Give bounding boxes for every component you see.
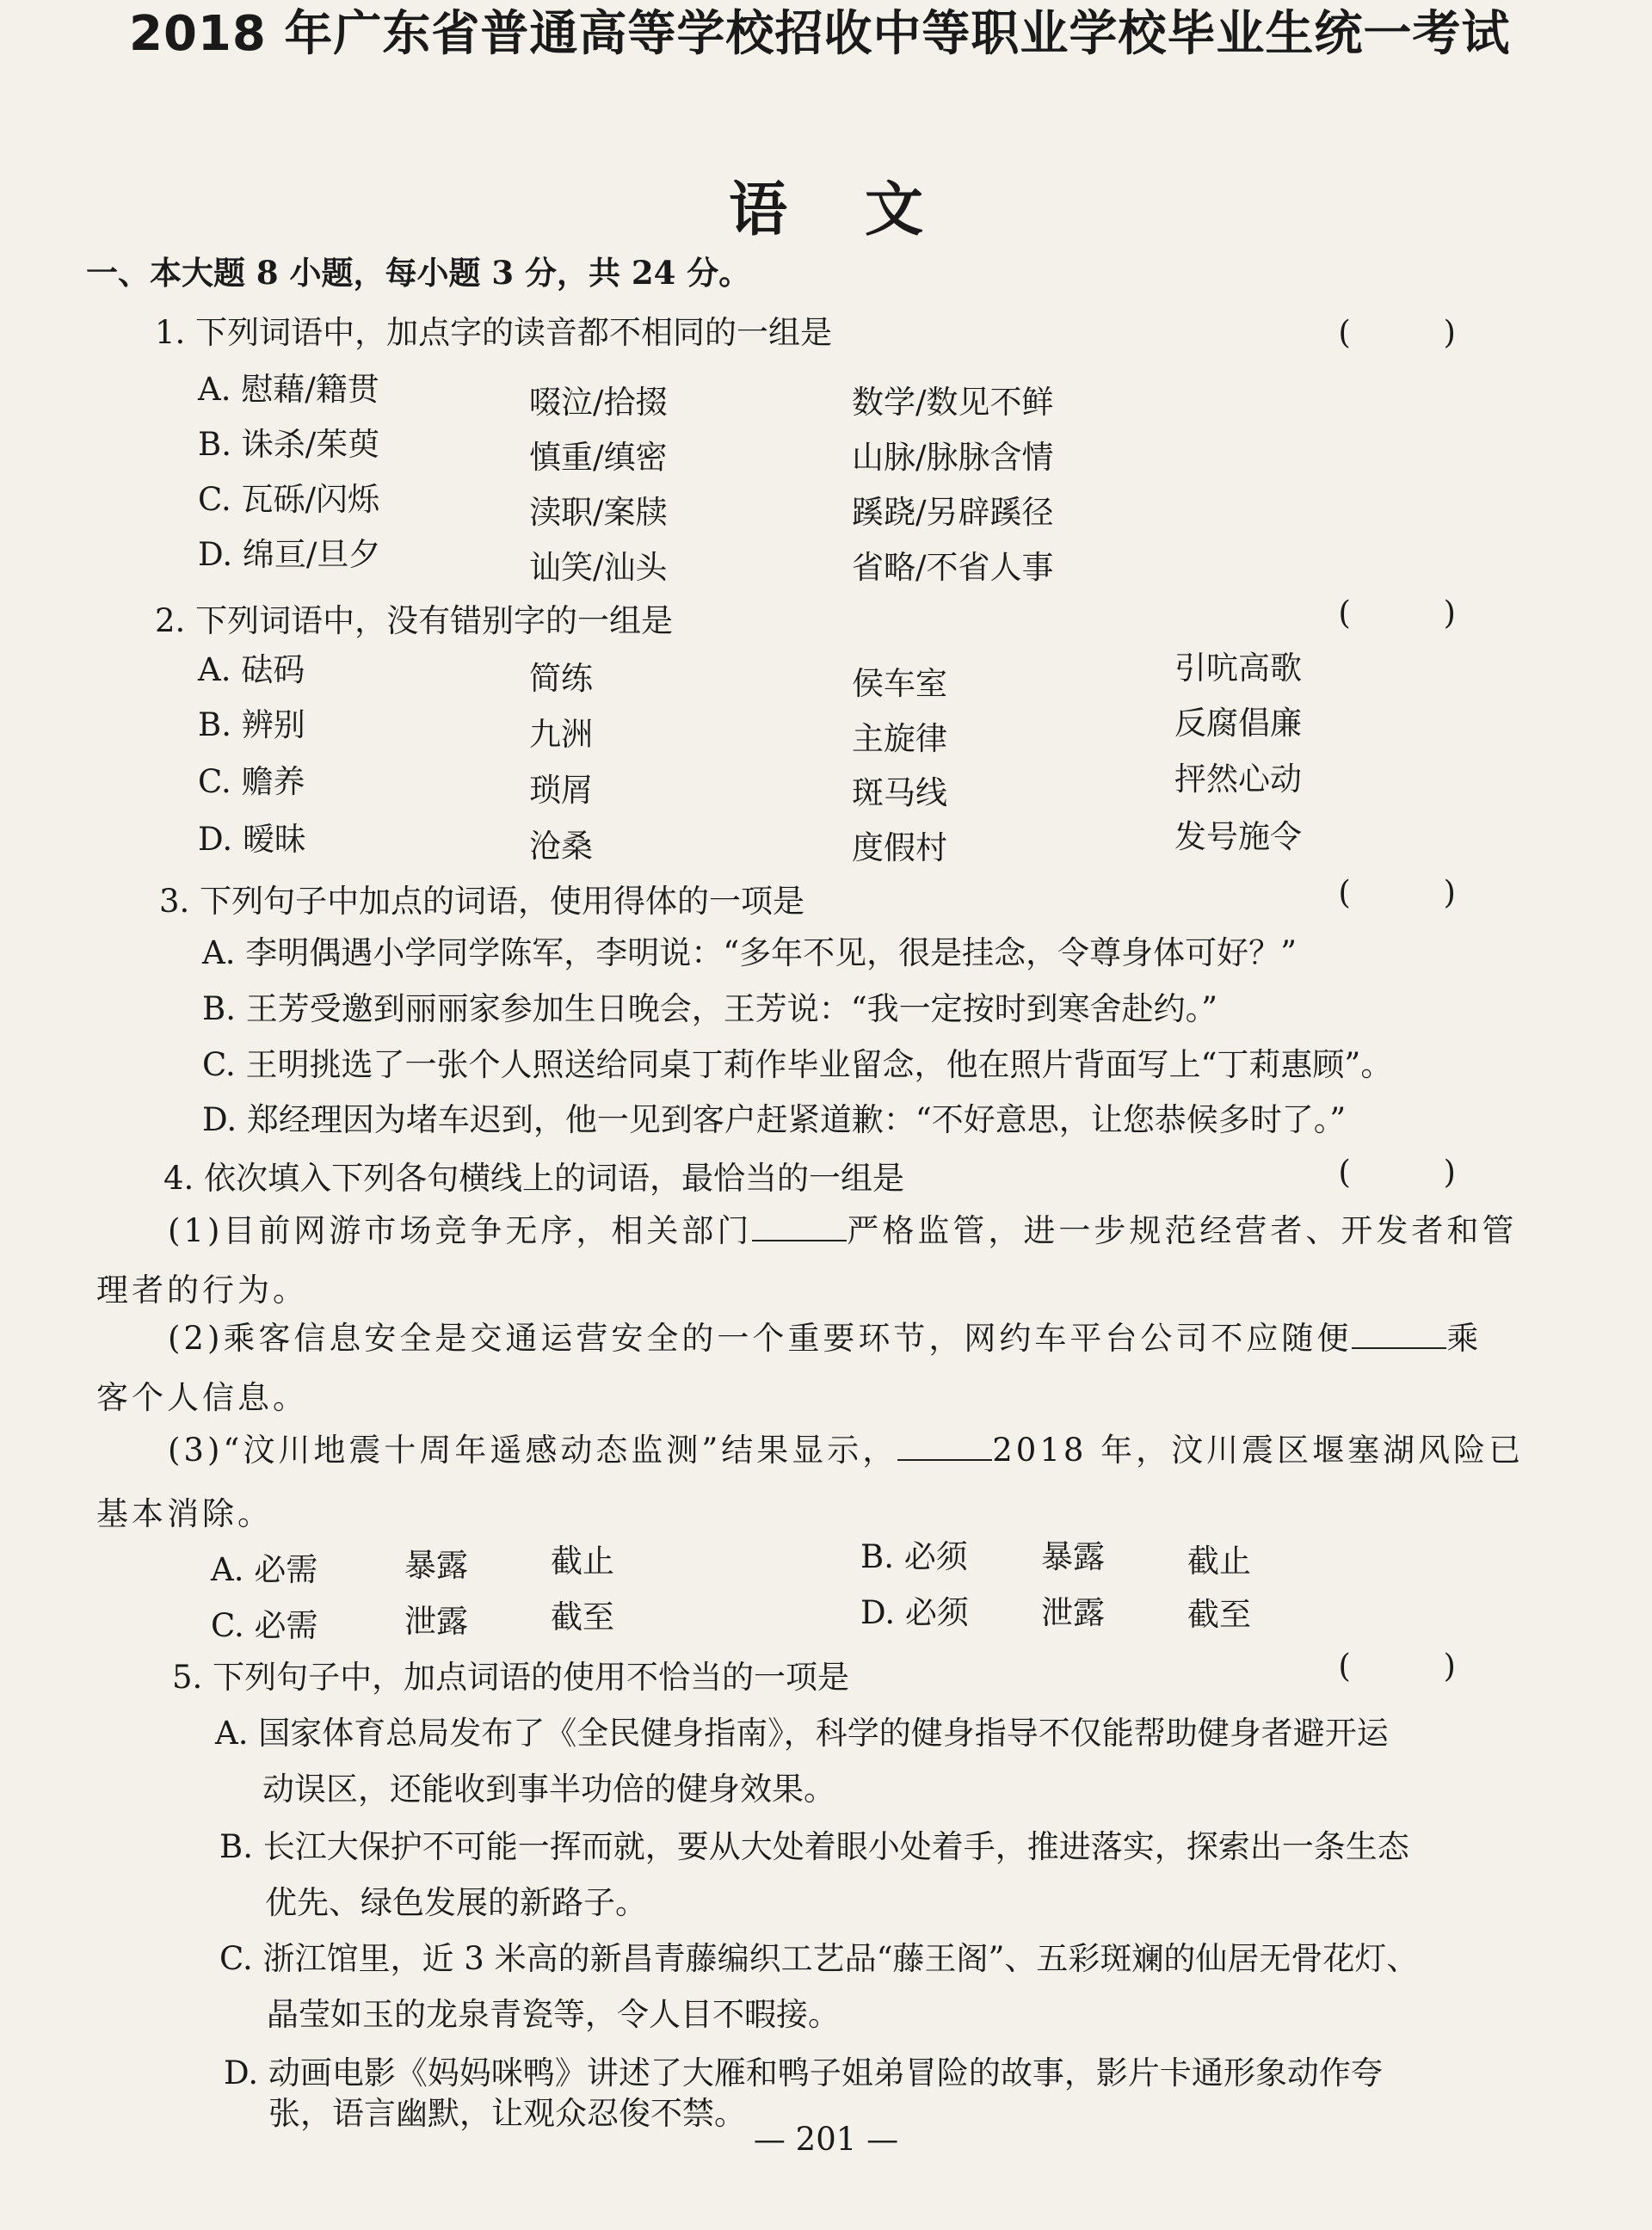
exam-title: 2018 年广东省普通高等学校招收中等职业学校毕业生统一考试 (129, 6, 1511, 62)
q1-option-a-1: A. 慰藉/籍贯 (198, 371, 379, 408)
q4-sentence-1-cont: 理者的行为。 (96, 1272, 308, 1309)
q4-answer-paren: ( ) (1338, 1154, 1497, 1191)
q4-choice-a-3: 截止 (551, 1543, 614, 1580)
q3-option-d: D. 郑经理因为堵车迟到，他一见到客户赶紧道歉：“不好意思，让您恭候多时了。” (202, 1101, 1347, 1138)
q5-option-d-line2: 张，语言幽默，让观众忍俊不禁。 (268, 2095, 746, 2132)
q4-blank-2[interactable] (1352, 1316, 1446, 1349)
q4-choice-d-2: 泄露 (1041, 1594, 1105, 1631)
q5-option-b-line2: 优先、绿色发展的新路子。 (265, 1884, 647, 1921)
q4-sentence-1: (1)目前网游市场竞争无序，相关部门 严格监管，进一步规范经营者、开发者和管 (168, 1209, 1517, 1253)
q2-option-a-1: A. 砝码 (198, 651, 305, 688)
q2-option-a-3: 侯车室 (852, 665, 947, 702)
q1-option-b-3: 山脉/脉脉含情 (852, 439, 1054, 476)
q1-option-a-3: 数学/数见不鲜 (852, 384, 1054, 421)
q1-stem: 1. 下列词语中，加点字的读音都不相同的一组是 (155, 314, 833, 351)
q5-option-c-line2: 晶莹如玉的龙泉青瓷等，令人目不暇接。 (267, 1996, 840, 2033)
q2-option-d-2: 沧桑 (529, 828, 593, 865)
q2-option-d-4: 发号施令 (1174, 818, 1302, 855)
q4-sentence-3-cont: 基本消除。 (96, 1495, 273, 1532)
q1-option-d-3: 省略/不省人事 (852, 549, 1054, 586)
subject-title: 语文 (728, 176, 1001, 244)
q5-option-d-line1: D. 动画电影《妈妈咪鸭》讲述了大雁和鸭子姐弟冒险的故事，影片卡通形象动作夸 (224, 2054, 1383, 2091)
q5-stem: 5. 下列句子中，加点词语的使用不恰当的一项是 (172, 1659, 850, 1696)
q2-option-c-2: 琐屑 (529, 772, 593, 809)
q4-blank-1[interactable] (752, 1209, 847, 1241)
q2-answer-paren: ( ) (1338, 594, 1497, 631)
q3-option-b: B. 王芳受邀到丽丽家参加生日晚会，王芳说：“我一定按时到寒舍赴约。” (202, 990, 1218, 1027)
q1-option-a-2: 啜泣/拾掇 (529, 384, 668, 421)
q2-option-d-1: D. 暧昧 (198, 821, 306, 858)
q4-choice-c-1: C. 必需 (211, 1607, 318, 1644)
q2-option-b-4: 反腐倡廉 (1174, 705, 1302, 742)
page-number: — 201 — (753, 2121, 899, 2158)
q2-stem: 2. 下列词语中，没有错别字的一组是 (155, 602, 674, 639)
q2-option-a-4: 引吭高歌 (1174, 650, 1302, 687)
q1-option-c-1: C. 瓦砾/闪烁 (198, 481, 379, 518)
q4-stem: 4. 依次填入下列各句横线上的词语，最恰当的一组是 (163, 1160, 905, 1197)
q1-answer-paren: ( ) (1338, 314, 1497, 351)
q5-answer-paren: ( ) (1338, 1648, 1497, 1685)
q5-option-a-line2: 动误区，还能收到事半功倍的健身效果。 (262, 1771, 835, 1808)
q2-option-c-1: C. 赡养 (198, 763, 305, 800)
q1-option-c-3: 蹊跷/另辟蹊径 (852, 494, 1054, 531)
section-heading: 一、本大题 8 小题，每小题 3 分，共 24 分。 (86, 254, 751, 292)
q4-sentence-2: (2)乘客信息安全是交通运营安全的一个重要环节，网约车平台公司不应随便 乘 (168, 1316, 1482, 1360)
q4-choice-a-1: A. 必需 (211, 1551, 318, 1588)
q2-option-c-3: 斑马线 (852, 774, 947, 811)
q1-option-b-2: 慎重/缜密 (529, 439, 668, 476)
q5-option-c-line1: C. 浙江馆里，近 3 米高的新昌青藤编织工艺品“藤王阁”、五彩斑斓的仙居无骨花灯、 (219, 1940, 1419, 1977)
q2-option-b-1: B. 辨别 (198, 706, 305, 743)
q3-option-a: A. 李明偶遇小学同学陈军，李明说：“多年不见，很是挂念，令尊身体可好？” (202, 934, 1298, 971)
q4-choice-c-3: 截至 (551, 1599, 614, 1636)
q1-option-d-2: 讪笑/汕头 (529, 549, 668, 586)
q2-option-b-3: 主旋律 (852, 720, 947, 757)
q2-option-c-4: 抨然心动 (1174, 761, 1302, 798)
q4-choice-b-1: B. 必须 (860, 1538, 968, 1575)
q3-answer-paren: ( ) (1338, 874, 1497, 911)
q5-option-a-line1: A. 国家体育总局发布了《全民健身指南》，科学的健身指导不仅能帮助健身者避开运 (215, 1715, 1389, 1752)
q4-choice-b-3: 截止 (1187, 1543, 1251, 1580)
q2-option-d-3: 度假村 (852, 829, 947, 866)
q1-option-d-1: D. 绵亘/旦夕 (198, 536, 381, 573)
q5-option-b-line1: B. 长江大保护不可能一挥而就，要从大处着眼小处着手，推进落实，探索出一条生态 (219, 1828, 1409, 1865)
q4-sentence-3: (3)“汶川地震十周年遥感动态监测”结果显示， 2018 年，汶川震区堰塞湖风险已 (168, 1428, 1524, 1472)
q3-stem: 3. 下列句子中加点的词语，使用得体的一项是 (159, 883, 805, 920)
q1-option-c-2: 渎职/案牍 (529, 494, 668, 531)
q4-choice-a-2: 暴露 (404, 1547, 468, 1584)
q2-option-a-2: 简练 (529, 660, 593, 697)
q4-choice-b-2: 暴露 (1041, 1538, 1105, 1575)
q4-choice-c-2: 泄露 (404, 1603, 468, 1640)
q3-option-c: C. 王明挑选了一张个人照送给同桌丁莉作毕业留念，他在照片背面写上“丁莉惠顾”。 (202, 1046, 1393, 1083)
q2-option-b-2: 九洲 (529, 716, 593, 753)
q4-sentence-2-cont: 客个人信息。 (96, 1379, 308, 1416)
q4-choice-d-1: D. 必须 (860, 1594, 969, 1631)
q4-choice-d-3: 截至 (1187, 1596, 1251, 1633)
q1-option-b-1: B. 诛杀/茱萸 (198, 426, 380, 463)
q4-blank-3[interactable] (897, 1428, 992, 1461)
